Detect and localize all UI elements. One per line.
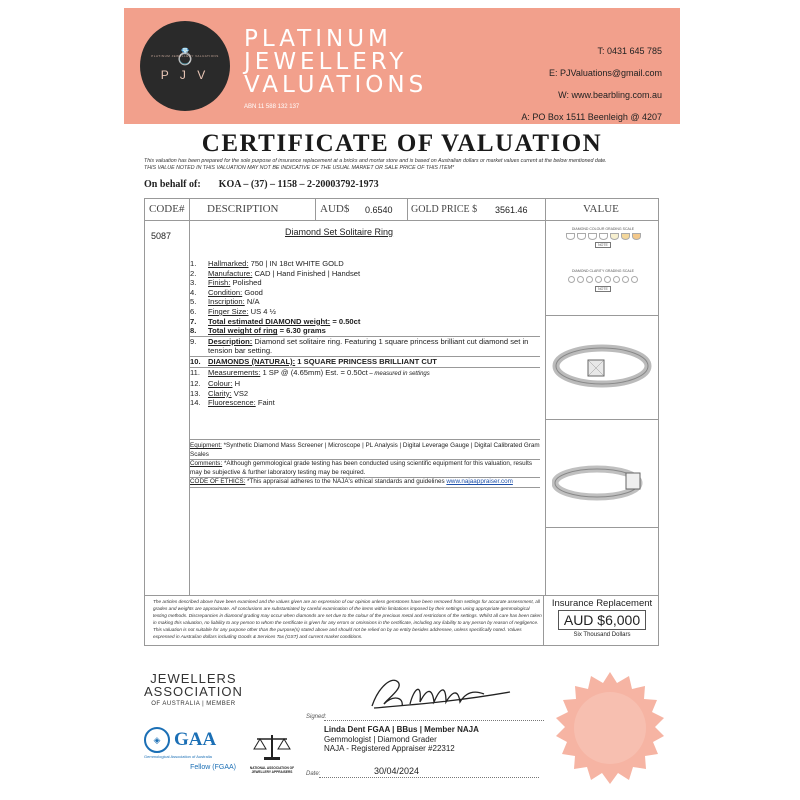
item-value: H: [232, 379, 241, 389]
disclaimer-line-1: This valuation has been prepared for the sole purpose of insurance replacement at a bricks and mortar store and is based on Australian dollars or market values current at the below mentioned date.: [144, 158, 607, 164]
item-number: 5.: [190, 297, 197, 307]
phone: T: 0431 645 785: [597, 46, 662, 56]
item-value: US 4 ½: [248, 306, 276, 316]
item-label: Fluorescence:: [208, 398, 256, 408]
company-name: [244, 28, 427, 97]
behalf-reference: KOA – (37) – 1158 – 2-20003792-1973: [218, 179, 379, 190]
gaa-fellow: Fellow (FGAA): [190, 764, 236, 771]
list-item: [190, 259, 540, 269]
item-number: 10.: [190, 356, 201, 366]
ring-photo-front: [552, 334, 652, 394]
signer-registration: NAJA - Registered Appraiser #22312: [324, 744, 455, 753]
diamond-ring-icon: 💍: [175, 49, 195, 66]
item-value: 750 | IN 18ct WHITE GOLD: [248, 259, 344, 268]
list-item: [190, 288, 540, 298]
item-value: 1 SQUARE PRINCESS BRILLIANT CUT: [295, 356, 437, 366]
item-value: Faint: [255, 398, 275, 408]
comments-label: Comments:: [190, 460, 223, 468]
diamond-icon: [613, 276, 620, 283]
clarity-grading-chart: [548, 269, 658, 319]
colour-grade-marker: NOTE: [595, 242, 611, 248]
header-value: VALUE: [583, 203, 619, 215]
legal-notice: The articles described above have been examined and the values given are an expression of our opinion unless gemstones have been removed from settings for accurate assessment, all grades and weights are approximate. All conclusions are substantiated by careful examination of the items within limitations imposed by their settings using appropriate gemmological testing methods. Discrepancies in diamond grading may occur when diamonds are set due to the colour of the precious metal and restrictions of the settings. Whilst all care has been taken in making this valuation, no liability to any person to whom the certificate is given for any errors or omissions in the certificate, including any liability to any person by reason of negligence. This valuation is not suitable for any purpose other than the purpose(s) stated above and should not be relied on by an entity besides addressee, unless specifically noted. Values expressed in Australian dollars including Goods & Services Tax (GST) and current market conditions.: [153, 599, 542, 639]
contact-details: [521, 40, 662, 128]
list-item: [190, 368, 540, 380]
item-value: = 0.50ct: [330, 316, 361, 326]
item-value: VS2: [231, 388, 249, 398]
ethics-note: [190, 478, 540, 488]
jewellers-association-logo: [144, 672, 243, 711]
divider: [546, 527, 658, 528]
diamond-icon: [577, 233, 586, 240]
gaa-full-name: Gemmological Association of Australia: [144, 754, 212, 759]
column-divider: [407, 199, 408, 221]
diamond-icon: [621, 233, 630, 240]
item-number: 13.: [190, 388, 201, 398]
company-seal-icon: [549, 670, 671, 792]
company-logo: [140, 21, 230, 111]
item-number: 2.: [190, 268, 197, 278]
signature-line: [324, 720, 544, 721]
item-value: CAD | Hand Finished | Handset: [252, 268, 361, 278]
diamond-icon: [577, 276, 584, 283]
diamond-icon: [632, 233, 641, 240]
valuation-table: [144, 198, 659, 596]
list-item: [190, 326, 540, 336]
table-header: [145, 199, 658, 221]
comments-note: [190, 460, 540, 478]
item-value: = 6.30 grams: [277, 326, 326, 336]
equipment-label: Equipment:: [190, 442, 222, 449]
diamond-icon: [588, 233, 597, 240]
item-label: Hallmarked:: [208, 259, 249, 268]
column-divider: [315, 199, 316, 221]
equipment-note: [190, 442, 540, 460]
item-number: 1.: [190, 259, 197, 268]
clarity-grade-marker: NOTE: [595, 286, 611, 292]
list-item: [190, 336, 540, 356]
insurance-value: AUD $6,000: [558, 610, 646, 630]
postal-address: A: PO Box 1511 Beenleigh @ 4207: [521, 112, 662, 122]
item-number: 9.: [190, 336, 197, 346]
item-label: Condition:: [208, 287, 243, 297]
purpose-disclaimer: [144, 158, 664, 172]
item-value: Polished: [230, 278, 262, 288]
diamond-icon: [595, 276, 602, 283]
ethics-text: *This appraisal adheres to the NAJA's ethical standards and guidelines: [245, 478, 447, 486]
naja-logo: [249, 733, 295, 774]
logo-letters: P J V: [160, 68, 210, 82]
item-number: 7.: [190, 316, 197, 326]
item-label: Inscription:: [208, 297, 245, 307]
ja-line-3: OF AUSTRALIA | MEMBER: [151, 701, 236, 707]
logo-small-text: PLATINUM JEWELLERY VALUATIONS: [151, 54, 219, 58]
header-aud-label: AUD$: [320, 203, 350, 215]
gaa-abbreviation: GAA: [174, 729, 217, 750]
signer-details: [324, 725, 479, 754]
item-label: Colour:: [208, 379, 233, 389]
divider: [546, 315, 658, 316]
on-behalf-of: [144, 179, 379, 190]
item-number: 8.: [190, 326, 197, 336]
item-number: 11.: [190, 367, 200, 377]
header-description: DESCRIPTION: [207, 203, 279, 215]
divider: [546, 419, 658, 420]
company-name-line-3: VALUATIONS: [244, 72, 428, 98]
item-number: 4.: [190, 287, 197, 297]
item-label: Clarity:: [208, 388, 232, 398]
diamond-icon: [610, 233, 619, 240]
item-value: 1 SP @ (4.65mm) Est. = 0.50ct: [260, 367, 368, 377]
item-title: Diamond Set Solitaire Ring: [285, 227, 394, 237]
item-label: Finish:: [208, 278, 231, 288]
item-value: Good: [242, 287, 263, 297]
valuation-certificate: [124, 0, 680, 800]
gaa-mark: [144, 727, 236, 753]
item-note: – measured in settings: [367, 370, 430, 377]
date-label: Date:: [306, 771, 321, 777]
item-value: N/A: [244, 297, 260, 307]
diamond-icon: [631, 276, 638, 283]
header-gold-label: GOLD PRICE $: [411, 204, 478, 215]
signer-name: Linda Dent FGAA | BBus | Member NAJA: [324, 725, 479, 734]
ja-line-2: ASSOCIATION: [144, 684, 243, 699]
behalf-label: On behalf of:: [144, 179, 201, 190]
diamond-icon: [568, 276, 575, 283]
item-label: DIAMONDS (NATURAL):: [208, 356, 296, 366]
list-item: [190, 307, 540, 317]
date-line: [319, 777, 539, 778]
item-details-list: [190, 259, 540, 408]
item-label: Finger Size:: [208, 306, 249, 316]
item-label: Total weight of ring: [208, 326, 278, 336]
clarity-scale-icons: [548, 276, 658, 284]
insurance-value-words: Six Thousand Dollars: [573, 632, 631, 638]
disclaimer-line-2: THIS VALUE NOTED IN THIS VALUATION MAY NOT BE INDICATIVE OF THE USUAL MARKET OR SALE PRICE OF THIS ITEM*: [144, 165, 455, 171]
insurance-replacement-box: [543, 596, 660, 646]
item-number: 14.: [190, 398, 201, 408]
signer-title: Gemmologist | Diamond Grader: [324, 734, 437, 744]
notes-section: [190, 439, 540, 488]
email: E: PJValuations@gmail.com: [548, 68, 662, 78]
diamond-icon: [566, 233, 575, 240]
abn-number: ABN 11 588 132 137: [244, 104, 300, 110]
clarity-chart-title: DIAMOND CLARITY GRADING SCALE: [572, 269, 634, 273]
gaa-emblem-icon: ◈: [144, 727, 170, 753]
list-item: [190, 317, 540, 327]
list-item: [190, 389, 540, 399]
header-gold-value: 3561.46: [495, 205, 528, 215]
certificate-title: CERTIFICATE OF VALUATION: [201, 130, 603, 157]
item-label: Manufacture:: [208, 268, 253, 278]
item-code: 5087: [151, 231, 172, 241]
company-name-line-2: JEWELLERY: [244, 49, 408, 75]
scales-icon: [252, 733, 292, 761]
list-item: [190, 269, 540, 279]
item-label: Description:: [208, 336, 253, 346]
value-column: [546, 221, 658, 595]
colour-scale-icons: [548, 233, 658, 241]
company-name-line-1: PLATINUM: [244, 26, 392, 52]
signed-label: Signed:: [306, 714, 327, 720]
insurance-label: Insurance Replacement: [551, 598, 653, 609]
equipment-text: *Synthetic Diamond Mass Screener | Microscope | PL Analysis | Digital Leverage Gauge | Digital Calibrated Gram Scales: [190, 442, 540, 458]
comments-text: *Although gemmological grade testing has been conducted using scientific equipment for this valuation, results may be subjective & further laboratory testing may be required.: [190, 460, 532, 476]
item-number: 6.: [190, 306, 197, 316]
diamond-icon: [622, 276, 629, 283]
item-label: Total estimated DIAMOND weight:: [208, 316, 331, 326]
item-number: 12.: [190, 379, 201, 389]
list-item: [190, 297, 540, 307]
colour-chart-title: DIAMOND COLOUR GRADING SCALE: [571, 227, 635, 231]
list-item: [190, 356, 540, 368]
diamond-icon: [604, 276, 611, 283]
naja-caption: NATIONAL ASSOCIATION OF JEWELLERY APPRAISERS: [249, 766, 295, 774]
diamond-icon: [599, 233, 608, 240]
ethics-label: CODE OF ETHICS:: [190, 478, 246, 486]
valuation-date: 30/04/2024: [374, 766, 420, 776]
website: W: www.bearbling.com.au: [558, 90, 662, 100]
header-aud-value: 0.6540: [365, 205, 393, 215]
item-number: 3.: [190, 278, 197, 288]
header-code: CODE#: [149, 203, 185, 215]
ja-line-1: JEWELLERS: [150, 671, 237, 686]
list-item: [190, 278, 540, 288]
handwritten-signature: [334, 668, 534, 718]
gaa-logo: [144, 727, 236, 771]
lower-section: [144, 596, 659, 646]
item-label: Measurements:: [208, 367, 261, 377]
item-value: Diamond set solitaire ring. Featuring 1 square princess brilliant cut diamond set in tension bar setting.: [208, 336, 529, 356]
letterhead-banner: [124, 8, 680, 124]
diamond-icon: [586, 276, 593, 283]
list-item: [190, 398, 540, 408]
ring-photo-side: [552, 453, 652, 513]
list-item: [190, 379, 540, 389]
naja-website-link[interactable]: www.najaappraiser.com: [446, 478, 513, 486]
